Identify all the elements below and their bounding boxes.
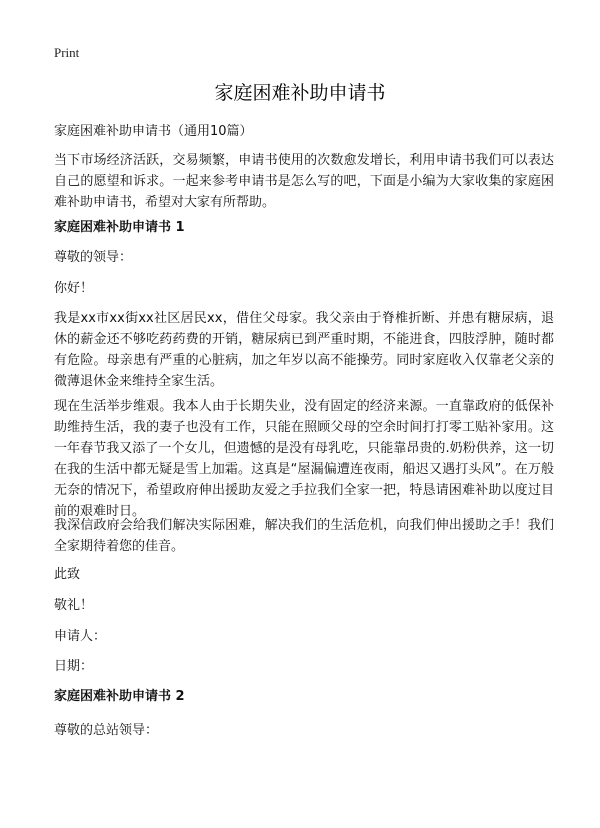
letter1-greeting: 你好！ — [54, 281, 94, 296]
print-label: Print — [54, 45, 80, 60]
letter1-date: 日期： — [54, 659, 94, 674]
letter1-heading: 家庭困难补助申请书 1 — [54, 220, 185, 235]
intro-paragraph: 当下市场经济活跃，交易频繁，申请书使用的次数愈发增长，利用申请书我们可以表达自己的愿望和诉求。一起来参考申请书是怎么写的吧，下面是小编为大家收集的家庭困难补助申请书，希望对大家有所帮助。 — [54, 153, 554, 210]
letter1-paragraph-2: 现在生活举步维艰。我本人由于长期失业，没有固定的经济来源。一直靠政府的低保补助维持生活，我的妻子也没有工作，只能在照顾父母的空余时间打打零工贴补家用。这一年春节我又添了一个女儿，但遗憾的是没有母乳吃，只能靠昂贵的.奶粉供养，这一切在我的生活中都无疑是雪上加霜。这真是“屋漏偏遭连夜雨，船迟又遇打头风”。在万般无奈的情况下，希望政府伸出援助友爱之手拉我们全家一把，特恳请困难补助以度过目前的艰难时日。 — [54, 399, 554, 519]
letter1-paragraph-1: 我是xx市xx街xx社区居民xx，借住父母家。我父亲由于脊椎折断、并患有糖尿病，退休的薪金还不够吃药药费的开销，糖尿病已到严重时期，不能进食，四肢浮肿，随时都有危险。母亲患有严重的心脏病，加之年岁以高不能操劳。同时家庭收入仅靠老父亲的微薄退休金来维持全家生活。 — [54, 311, 554, 389]
letter2-salutation: 尊敬的总站领导： — [54, 723, 159, 738]
letter1-applicant: 申请人： — [54, 629, 107, 644]
letter1-closing-2: 敬礼！ — [54, 598, 94, 613]
letter1-closing-1: 此致 — [54, 567, 81, 582]
letter2-heading: 家庭困难补助申请书 2 — [54, 689, 185, 704]
document-subtitle: 家庭困难补助申请书（通用10篇） — [54, 124, 253, 139]
page-title: 家庭困难补助申请书 — [214, 82, 386, 104]
letter1-paragraph-3: 我深信政府会给我们解决实际困难，解决我们的生活危机，向我们伸出援助之手！我们全家期待着您的佳音。 — [54, 518, 554, 554]
letter1-salutation: 尊敬的领导： — [54, 250, 133, 265]
